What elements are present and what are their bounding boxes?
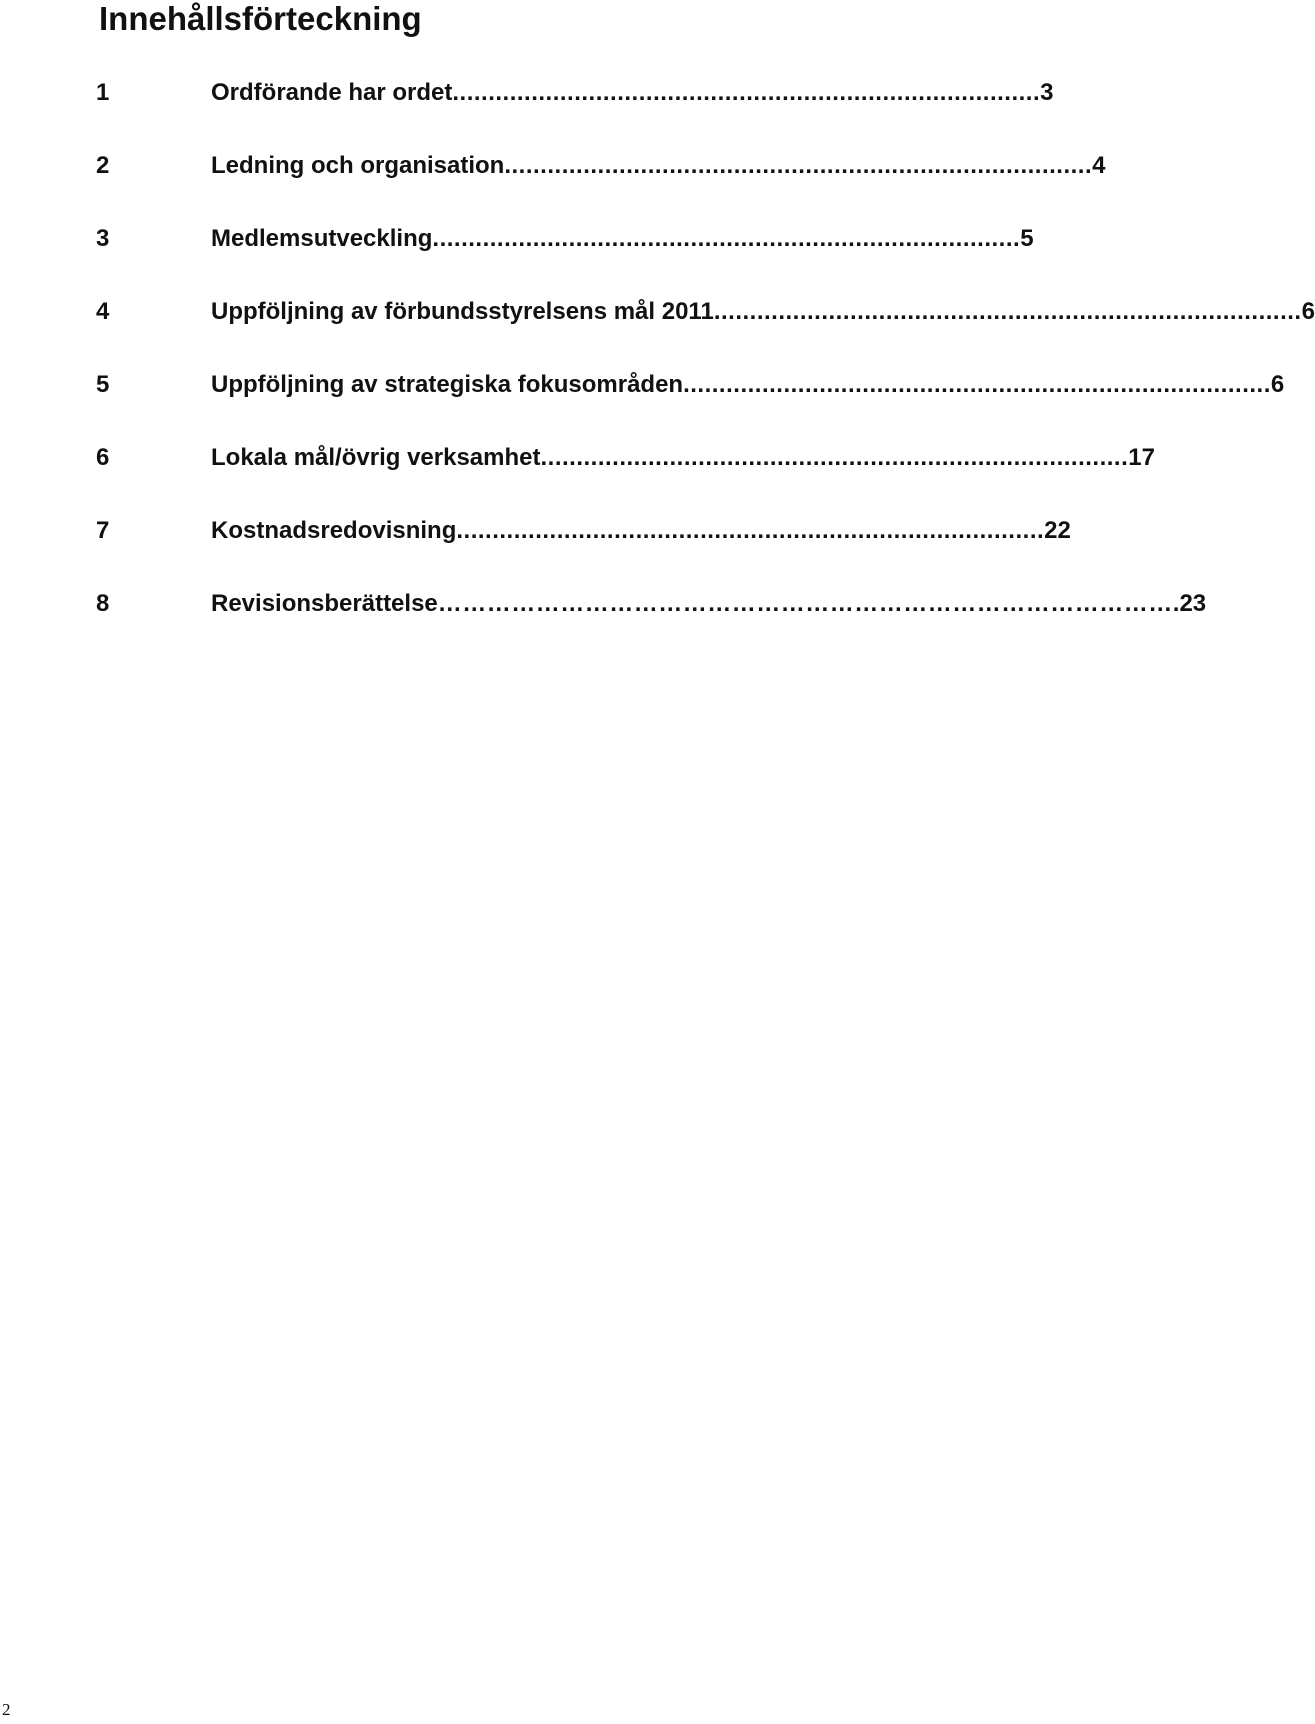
toc-entry-page: 22 bbox=[1044, 517, 1071, 544]
toc-entry-5[interactable] bbox=[96, 368, 1285, 402]
toc-entry-page: .23 bbox=[1172, 590, 1207, 617]
toc-entry-page: 5 bbox=[1020, 225, 1034, 252]
toc-entry-number: 3 bbox=[96, 225, 110, 252]
toc-entry-page: 4 bbox=[1092, 152, 1106, 179]
toc-entry-7[interactable] bbox=[96, 514, 1071, 548]
toc-entry-number: 8 bbox=[96, 590, 110, 617]
toc-entry-title: Lokala mål/övrig verksamhet bbox=[211, 444, 541, 471]
toc-entry-title: Revisionsberättelse bbox=[211, 590, 438, 617]
toc-entry-leader: .................................................................................. bbox=[432, 225, 1021, 252]
toc-entry-number: 7 bbox=[96, 517, 110, 544]
toc-entry-title: Kostnadsredovisning bbox=[211, 517, 457, 544]
page-title: Innehållsförteckning bbox=[99, 0, 422, 37]
toc-entry-title: Medlemsutveckling bbox=[211, 225, 433, 252]
toc-entry-leader: .................................................................................. bbox=[452, 79, 1041, 106]
toc-entry-3[interactable] bbox=[96, 222, 1034, 256]
toc-entry-number: 1 bbox=[96, 79, 110, 106]
toc-entry-1[interactable] bbox=[96, 76, 1054, 110]
toc-entry-page: 6 bbox=[1301, 298, 1315, 325]
toc-entry-title: Ledning och organisation bbox=[211, 152, 505, 179]
toc-entry-number: 6 bbox=[96, 444, 110, 471]
toc-entry-number: 4 bbox=[96, 298, 110, 325]
toc-entry-leader: .................................................................................. bbox=[713, 298, 1302, 325]
toc-entry-leader: ……………………………………………………………………………… bbox=[437, 590, 1173, 617]
toc-entry-page: 6 bbox=[1270, 371, 1285, 398]
page-number: 2 bbox=[2, 1700, 11, 1719]
toc-entry-2[interactable] bbox=[96, 149, 1106, 183]
toc-entry-number: 5 bbox=[96, 371, 110, 398]
toc-entry-page: 17 bbox=[1128, 444, 1155, 471]
toc-entry-title: Uppföljning av strategiska fokusområden bbox=[211, 371, 684, 398]
toc-entry-leader: .................................................................................. bbox=[540, 444, 1129, 471]
toc-entry-leader: .................................................................................. bbox=[504, 152, 1093, 179]
toc-entry-6[interactable] bbox=[96, 441, 1155, 475]
toc-entry-page: 3 bbox=[1040, 79, 1054, 106]
toc-entry-title: Ordförande har ordet bbox=[211, 79, 453, 106]
toc-entry-leader: .................................................................................. bbox=[456, 517, 1045, 544]
toc-entry-4[interactable] bbox=[96, 295, 1315, 329]
toc-entry-title: Uppföljning av förbundsstyrelsens mål 2011 bbox=[211, 298, 714, 325]
toc-entry-number: 2 bbox=[96, 152, 110, 179]
toc-entry-8[interactable] bbox=[96, 587, 1207, 621]
toc-entry-leader: .................................................................................. bbox=[683, 371, 1271, 398]
